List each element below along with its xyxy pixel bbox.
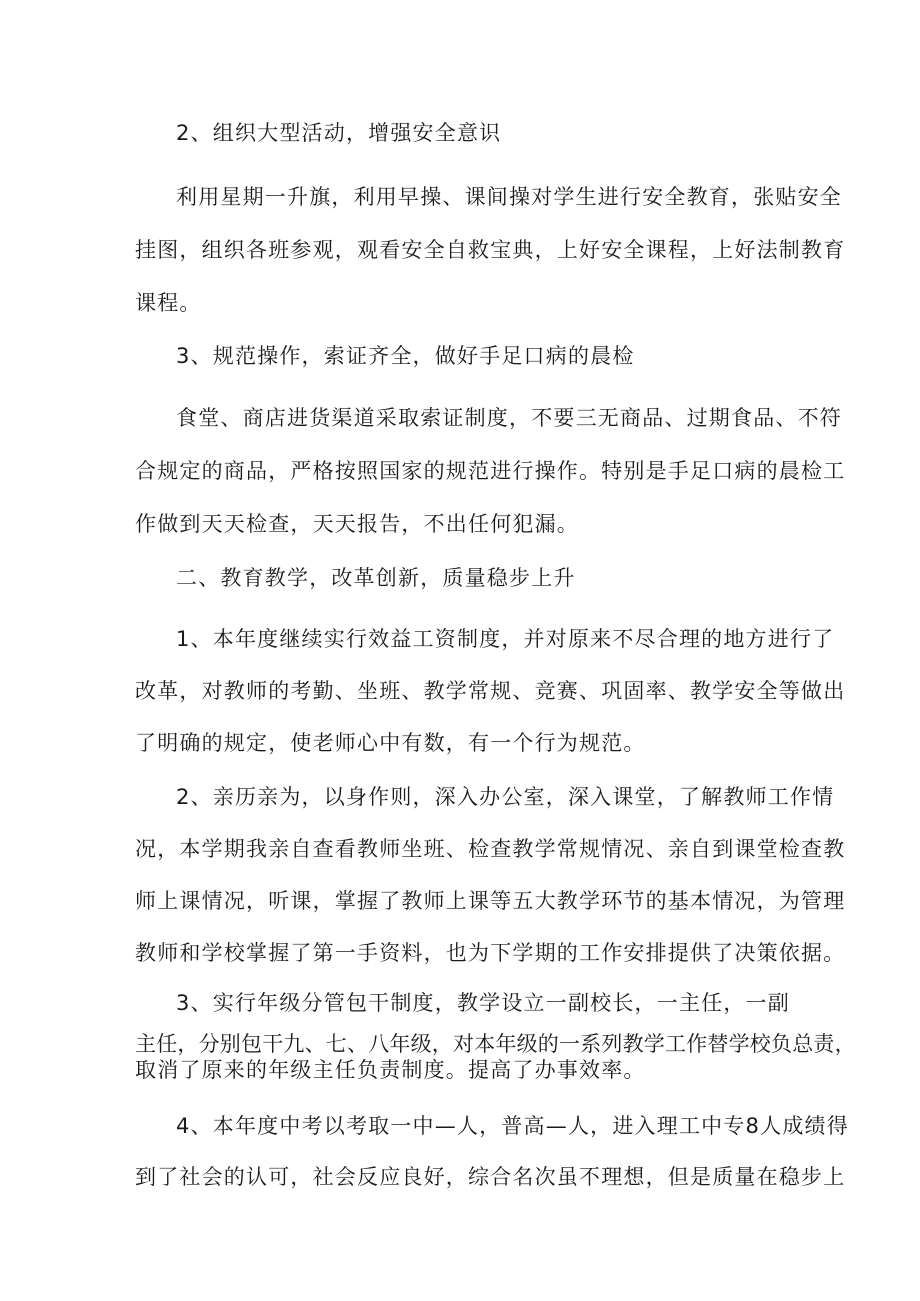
paragraph-line: 教师和学校掌握了第一手资料，也为下学期的工作安排提供了决策依据。 xyxy=(135,941,846,965)
heading-safety-activities: 2、组织大型活动，增强安全意识 xyxy=(176,121,502,145)
paragraph-line: 到了社会的认可，社会反应良好，综合名次虽不理想，但是质量在稳步上 xyxy=(135,1165,846,1189)
paragraph-line: 师上课情况，听课，掌握了教师上课等五大教学环节的基本情况，为管理 xyxy=(135,889,846,913)
paragraph-line: 作做到天天检查，天天报告，不出任何犯漏。 xyxy=(135,512,579,536)
paragraph-line: 况，本学期我亲自查看教师坐班、检查教学常规情况、亲自到课堂检查教 xyxy=(135,837,846,861)
paragraph-line: 食堂、商店进货渠道采取索证制度，不要三无商品、过期食品、不符 xyxy=(176,406,842,430)
heading-standard-operation: 3、规范操作，索证齐全，做好手足口病的晨检 xyxy=(176,344,635,368)
paragraph-line: 改革，对教师的考勤、坐班、教学常规、竞赛、巩固率、教学安全等做出 xyxy=(135,679,846,703)
paragraph-line: 利用星期一升旗，利用早操、课间操对学生进行安全教育，张贴安全 xyxy=(176,185,842,209)
paragraph-line: 1、本年度继续实行效益工资制度，并对原来不尽合理的地方进行了 xyxy=(176,627,835,651)
paragraph-line: 取消了原来的年级主任负责制度。提高了办事效率。 xyxy=(135,1058,646,1082)
paragraph-line: 合规定的商品，严格按照国家的规范进行操作。特别是手足口病的晨检工 xyxy=(135,459,846,483)
paragraph-line: 挂图，组织各班参观，观看安全自救宝典，上好安全课程，上好法制教育 xyxy=(135,238,846,262)
paragraph-line: 2、亲历亲为，以身作则，深入办公室，深入课堂，了解教师工作情 xyxy=(176,785,835,809)
paragraph-line: 了明确的规定，使老师心中有数，有一个行为规范。 xyxy=(135,731,646,755)
paragraph-line: 课程。 xyxy=(135,291,202,315)
paragraph-line: 3、实行年级分管包干制度，教学设立一副校长，一主任，一副 xyxy=(176,991,790,1015)
paragraph-line: 主任，分别包干九、七、八年级，对本年级的一系列教学工作替学校负总责， xyxy=(135,1032,856,1056)
paragraph-line: 4、本年度中考以考取一中—人，普高—人，进入理工中专8人成绩得 xyxy=(176,1114,849,1138)
heading-teaching-reform: 二、教育教学，改革创新，质量稳步上升 xyxy=(176,566,576,590)
